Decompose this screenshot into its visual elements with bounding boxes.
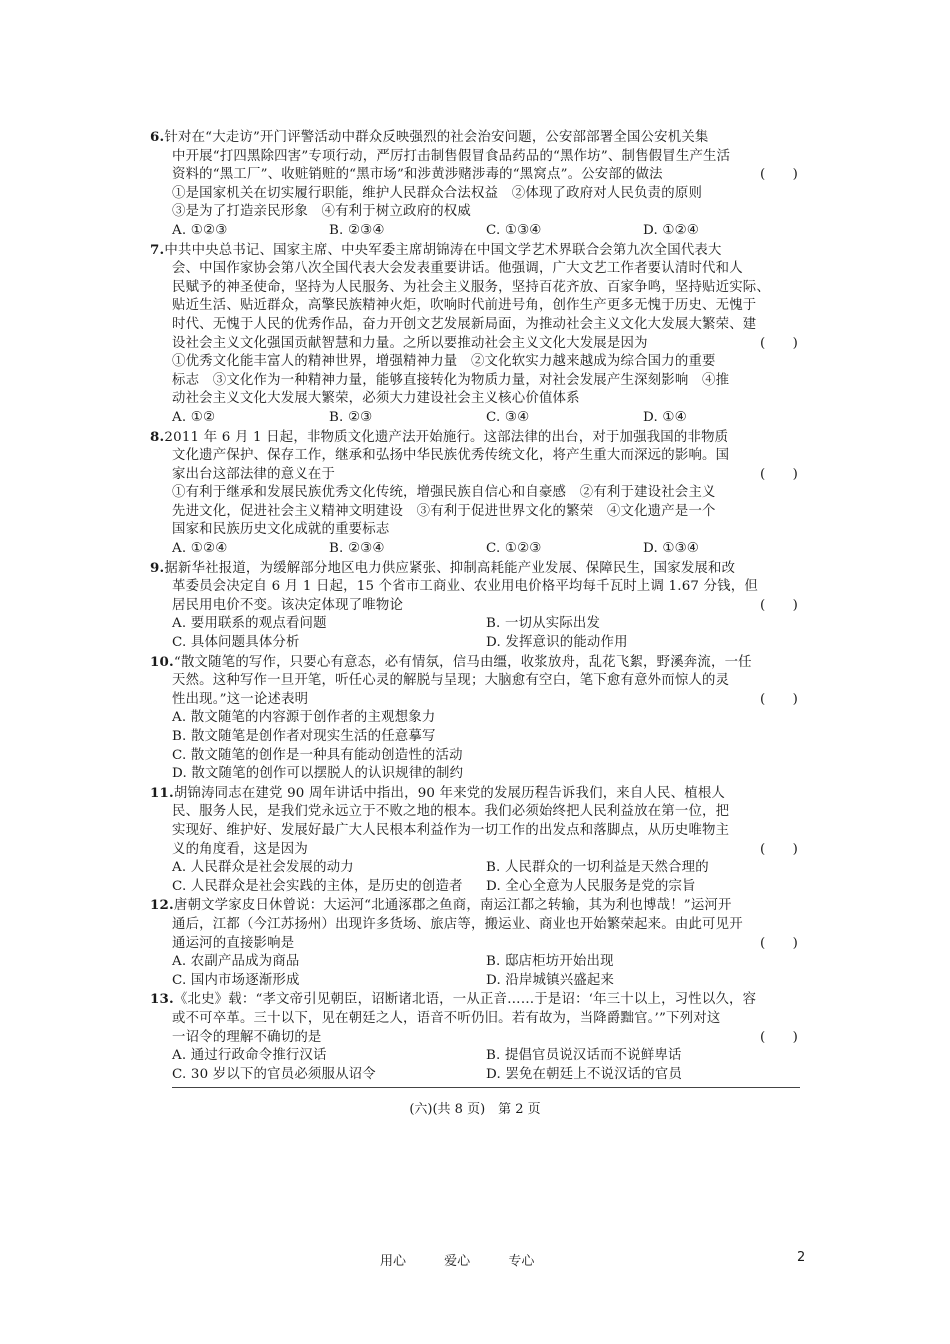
option-b: B. ②③④ <box>329 541 385 557</box>
question-text: 家出台这部法律的意义在于 <box>172 466 336 482</box>
question-text: 资料的“黑工厂”、收赃销赃的“黑市场”和涉黄涉赌涉毒的“黑窝点”。公安部的做法 <box>172 167 663 183</box>
option-d: D. 罢免在朝廷上不说汉话的官员 <box>486 1066 683 1082</box>
option-b: B. 散文随笔是创作者对现实生活的任意摹写 <box>172 729 436 744</box>
question-number: 11. <box>150 784 174 801</box>
option-a: A. 人民群众是社会发展的动力 <box>172 860 354 876</box>
question-10 <box>150 653 800 784</box>
question-text: 会、中国作家协会第八次全国代表大会发表重要讲话。他强调，广大文艺工作者要认清时代和人 <box>172 261 743 277</box>
answer-paren: ( ) <box>759 167 798 183</box>
question-text: 民赋予的神圣使命，坚持为人民服务、为社会主义服务，坚持百花齐放、百家争鸣，坚持贴近实际、 <box>172 279 770 295</box>
question-number: 10. <box>150 653 174 670</box>
question-8 <box>150 428 800 559</box>
options-row <box>150 634 800 653</box>
footer-motto: 爱心 <box>444 1254 471 1269</box>
question-text: 时代、无愧于人民的优秀作品，奋力开创文艺发展新局面，为推动社会主义文化大发展大繁荣、建 <box>172 316 757 332</box>
option-a: A. ①② <box>172 409 216 425</box>
question-text: 胡锦涛同志在建党 90 周年讲话中指出，90 年来党的发展历程告诉我们，来自人民、植根人 <box>173 785 726 801</box>
question-text: 实现好、维护好、发展好最广大人民根本利益作为一切工作的出发点和落脚点，从历史唯物主 <box>172 822 730 838</box>
option-b: B. 邸店柜坊开始出现 <box>486 954 614 970</box>
question-text: 或不可卒革。三十以下，见在朝廷之人，语音不听仍旧。若有故为，当降爵黜官。’”下列对这 <box>172 1010 721 1026</box>
question-text: 文化遗产保护、保存工作，继承和弘扬中华民族优秀传统文化，将产生重大而深远的影响。国 <box>172 448 730 464</box>
option-b: B. ②③ <box>329 409 373 425</box>
question-text: 据新华社报道，为缓解部分地区电力供应紧张、抑制高耗能产业发展、保障民生，国家发展和改 <box>164 560 736 576</box>
options-row <box>150 972 800 991</box>
answer-paren: ( ) <box>759 466 798 482</box>
option-b: B. 人民群众的一切利益是天然合理的 <box>486 860 709 876</box>
question-number: 13. <box>150 991 174 1008</box>
question-text: “散文随笔的写作，只要心有意态，必有情氛，信马由缰，收浆放舟，乱花飞絮，野溪奔流，一任 <box>173 654 752 670</box>
options-row <box>150 540 800 559</box>
question-12 <box>150 896 800 990</box>
answer-paren: ( ) <box>759 597 798 613</box>
option-d: D. ①④ <box>643 409 687 425</box>
exam-page <box>150 128 800 1084</box>
option-c: C. ①②③ <box>486 541 542 557</box>
option-a: A. 散文随笔的内容源于创作者的主观想象力 <box>172 710 436 726</box>
option-a: A. 要用联系的观点看问题 <box>172 616 327 632</box>
question-number: 7. <box>150 241 165 258</box>
option-c: C. 人民群众是社会实践的主体，是历史的创造者 <box>172 878 463 894</box>
option-b: B. 提倡官员说汉话而不说鲜卑话 <box>486 1048 682 1064</box>
footer-mottos <box>380 1250 568 1269</box>
divider <box>172 1087 800 1088</box>
question-number: 9. <box>150 559 165 576</box>
question-text: 通运河的直接影响是 <box>172 935 295 951</box>
page-note: (六)(共 8 页) 第 2 页 <box>409 1102 541 1117</box>
question-text: 2011 年 6 月 1 日起，非物质文化遗产法开始施行。这部法律的出台，对于加强我国的非物质 <box>164 429 729 445</box>
question-text: 通后，江都（今江苏扬州）出现许多货场、旅店等，搬运业、商业也开始繁荣起来。由此可见开 <box>172 916 743 932</box>
question-number: 6. <box>150 129 165 145</box>
option-c: C. ③④ <box>486 409 530 425</box>
statement-line: 动社会主义文化大发展大繁荣，必须大力建设社会主义核心价值体系 <box>172 391 580 407</box>
answer-paren: ( ) <box>759 841 798 857</box>
question-9 <box>150 559 800 653</box>
question-6 <box>150 128 800 241</box>
question-text: 一诏令的理解不确切的是 <box>172 1029 322 1045</box>
option-a: A. 通过行政命令推行汉话 <box>172 1048 327 1064</box>
question-13 <box>150 990 800 1084</box>
footer-motto: 专心 <box>508 1254 535 1269</box>
answer-paren: ( ) <box>759 935 798 951</box>
option-c: C. ①③④ <box>486 222 542 238</box>
options-row <box>150 859 800 878</box>
option-d: D. ①②④ <box>643 222 699 238</box>
question-text: 革委员会决定自 6 月 1 日起，15 个省市工商业、农业用电价格平均每千瓦时上调 1.67 分钱，但 <box>172 579 758 595</box>
options-row <box>150 1047 800 1066</box>
option-d: D. 发挥意识的能动作用 <box>486 635 628 651</box>
question-text: 性出现。”这一论述表明 <box>172 691 309 707</box>
option-a: A. ①②④ <box>172 541 228 557</box>
options-row <box>150 878 800 897</box>
option-d: D. 沿岸城镇兴盛起来 <box>486 972 615 988</box>
option-d: D. ①③④ <box>643 541 699 557</box>
question-text: 天然。这种写作一旦开笔，听任心灵的解脱与呈现；大脑愈有空白，笔下愈有意外而惊人的灵 <box>172 673 730 689</box>
footer-motto: 用心 <box>380 1254 407 1269</box>
question-text: 唐朝文学家皮日休曾说：大运河“北通涿郡之鱼商，南运江都之转输，其为利也博哉！”运河开 <box>173 898 732 914</box>
option-c: C. 具体问题具体分析 <box>172 635 300 651</box>
option-a: A. ①②③ <box>172 222 228 238</box>
question-text: 针对在“大走访”开门评警活动中群众反映强烈的社会治安问题，公安部部署全国公安机关集 <box>164 130 709 145</box>
question-number: 8. <box>150 428 165 445</box>
question-11 <box>150 784 800 897</box>
option-b: B. 一切从实际出发 <box>486 616 601 632</box>
option-c: C. 国内市场逐渐形成 <box>172 972 300 988</box>
question-text: 民、服务人民，是我们党永远立于不败之地的根本。我们必须始终把人民利益放在第一位，把 <box>172 804 730 820</box>
question-text: 设社会主义文化强国贡献智慧和力量。之所以要推动社会主义文化大发展是因为 <box>172 335 648 351</box>
page-number: 2 <box>797 1250 806 1265</box>
statement-line: 先进文化，促进社会主义精神文明建设 ③有利于促进世界文化的繁荣 ④文化遗产是一个 <box>172 503 716 519</box>
option-c: C. 散文随笔的创作是一种具有能动创造性的活动 <box>172 747 463 763</box>
statement-line: 国家和民族历史文化成就的重要标志 <box>172 522 390 538</box>
option-c: C. 30 岁以下的官员必须服从诏令 <box>172 1066 376 1082</box>
question-text: 中开展“打四黑除四害”专项行动，严厉打击制售假冒食品药品的“黑作坊”、制售假冒生产生活 <box>172 148 731 164</box>
question-text: 义的角度看，这是因为 <box>172 841 308 857</box>
options-row <box>150 953 800 972</box>
question-text: 《北史》载：“孝文帝引见朝臣，诏断诸北语，一从正音……于是诏：‘年三十以上，习性以久，容 <box>173 992 757 1008</box>
statement-line: 标志 ③文化作为一种精神力量，能够直接转化为物质力量，对社会发展产生深刻影响 ④推 <box>172 372 730 388</box>
option-b: B. ②③④ <box>329 222 385 238</box>
options-row <box>150 1066 800 1085</box>
answer-paren: ( ) <box>759 1029 798 1045</box>
question-7 <box>150 241 800 428</box>
option-d: D. 全心全意为人民服务是党的宗旨 <box>486 878 696 894</box>
answer-paren: ( ) <box>759 335 798 351</box>
question-text: 中共中央总书记、国家主席、中央军委主席胡锦涛在中国文学艺术界联合会第九次全国代表大 <box>164 242 722 258</box>
statement-line: ①有利于继承和发展民族优秀文化传统，增强民族自信心和自豪感 ②有利于建设社会主义 <box>172 485 716 501</box>
statement-line: ①优秀文化能丰富人的精神世界，增强精神力量 ②文化软实力越来越成为综合国力的重要 <box>172 354 716 370</box>
option-a: A. 农副产品成为商品 <box>172 954 300 970</box>
question-number: 12. <box>150 897 174 914</box>
question-text: 居民用电价不变。该决定体现了唯物论 <box>172 597 404 613</box>
statement-line: ③是为了打造亲民形象 ④有利于树立政府的权威 <box>172 204 471 220</box>
options-row <box>150 222 800 241</box>
question-text: 贴近生活、贴近群众，高擎民族精神火炬，吹响时代前进号角，创作生产更多无愧于历史、无愧于 <box>172 298 757 314</box>
options-row <box>150 409 800 428</box>
options-row <box>150 615 800 634</box>
option-d: D. 散文随笔的创作可以摆脱人的认识规律的制约 <box>172 766 464 782</box>
answer-paren: ( ) <box>759 691 798 707</box>
statement-line: ①是国家机关在切实履行职能，维护人民群众合法权益 ②体现了政府对人民负责的原则 <box>172 185 703 201</box>
